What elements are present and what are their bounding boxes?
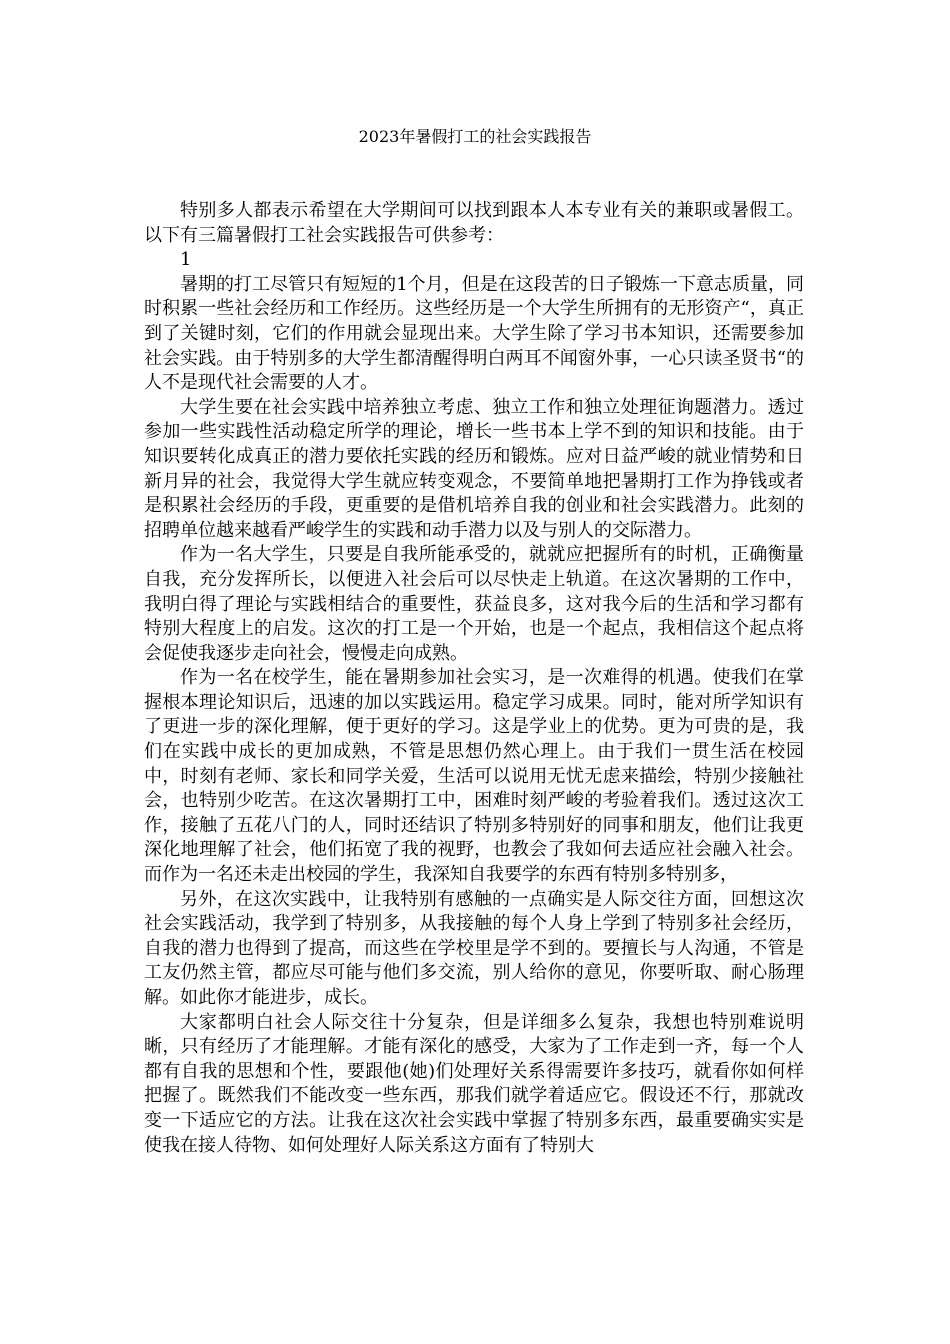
paragraph: 另外，在这次实践中，让我特别有感触的一点确实是人际交往方面，回想这次社会实践活动，我学到了特别多，从我接触的每个人身上学到了特别多社会经历，自我的潜力也得到了提高，而这些在学校里是学不到的。要擅长与人沟通，不管是工友仍然主管，都应尽可能与他们多交流，别人给你的意见，你要听取、耐心肠理解。如此你才能进步，成长。 <box>144 888 804 1008</box>
document-title: 2023年暑假打工的社会实践报告 <box>358 127 592 146</box>
paragraph: 作为一名大学生，只要是自我所能承受的，就就应把握所有的时机，正确衡量自我，充分发挥所长，以便进入社会后可以尽快走上轨道。在这次暑期的工作中，我明白得了理论与实践相结合的重要性，获益良多，这对我今后的生活和学习都有特别大程度上的启发。这次的打工是一个开始，也是一个起点，我相信这个起点将会促使我逐步走向社会，慢慢走向成熟。 <box>144 544 804 664</box>
paragraph-number: 1 <box>180 249 192 271</box>
paragraph-intro: 特别多人都表示希望在大学期间可以找到跟本人本专业有关的兼职或暑假工。以下有三篇暑假打工社会实践报告可供参考： <box>144 200 804 246</box>
paragraph: 作为一名在校学生，能在暑期参加社会实习，是一次难得的机遇。使我们在掌握根本理论知识后，迅速的加以实践运用。稳定学习成果。同时，能对所学知识有了更进一步的深化理解，便于更好的学习。这是学业上的优势。更为可贵的是，我们在实践中成长的更加成熟，不管是思想仍然心理上。由于我们一贯生活在校园中，时刻有老师、家长和同学关爱，生活可以说用无忧无虑来描绘，特别少接触社会，也特别少吃苦。在这次暑期打工中，困难时刻严峻的考验着我们。透过这次工作，接触了五花八门的人，同时还结识了特别多特别好的同事和朋友，他们让我更深化地理解了社会，他们拓宽了我的视野，也教会了我如何去适应社会融入社会。而作为一名还未走出校园的学生，我深知自我要学的东西有特别多特别多， <box>144 667 804 886</box>
document-body <box>144 199 804 1158</box>
paragraph: 暑期的打工尽管只有短短的1个月，但是在这段苦的日子锻炼一下意志质量，同时积累一些社会经历和工作经历。这些经历是一个大学生所拥有的无形资产“，真正到了关键时刻，它们的作用就会显现出来。大学生除了学习书本知识，还需要参加社会实践。由于特别多的大学生都清醒得明白两耳不闻窗外事，一心只读圣贤书“的人不是现代社会需要的人才。 <box>144 273 804 394</box>
paragraph: 大学生要在社会实践中培养独立考虑、独立工作和独立处理征询题潜力。透过参加一些实践性活动稳定所学的理论，增长一些书本上学不到的知识和技能。由于知识要转化成真正的潜力要依托实践的经历和锻炼。应对日益严峻的就业情势和日新月异的社会，我觉得大学生就应转变观念，不要简单地把暑期打工作为挣钱或者是积累社会经历的手段，更重要的是借机培养自我的创业和社会实践潜力。此刻的招聘单位越来越看严峻学生的实践和动手潜力以及与别人的交际潜力。 <box>144 396 804 541</box>
paragraph: 大家都明白社会人际交往十分复杂，但是详细多么复杂，我想也特别难说明晰，只有经历了才能理解。才能有深化的感受，大家为了工作走到一齐，每一个人都有自我的思想和个性，要跟他(她)们处理好关系得需要许多技巧，就看你如何样把握了。既然我们不能改变一些东西，那我们就学着适应它。假设还不行，那就改变一下适应它的方法。让我在这次社会实践中掌握了特别多东西，最重要确实实是使我在接人待物、如何处理好人际关系这方面有了特别大 <box>144 1011 804 1156</box>
